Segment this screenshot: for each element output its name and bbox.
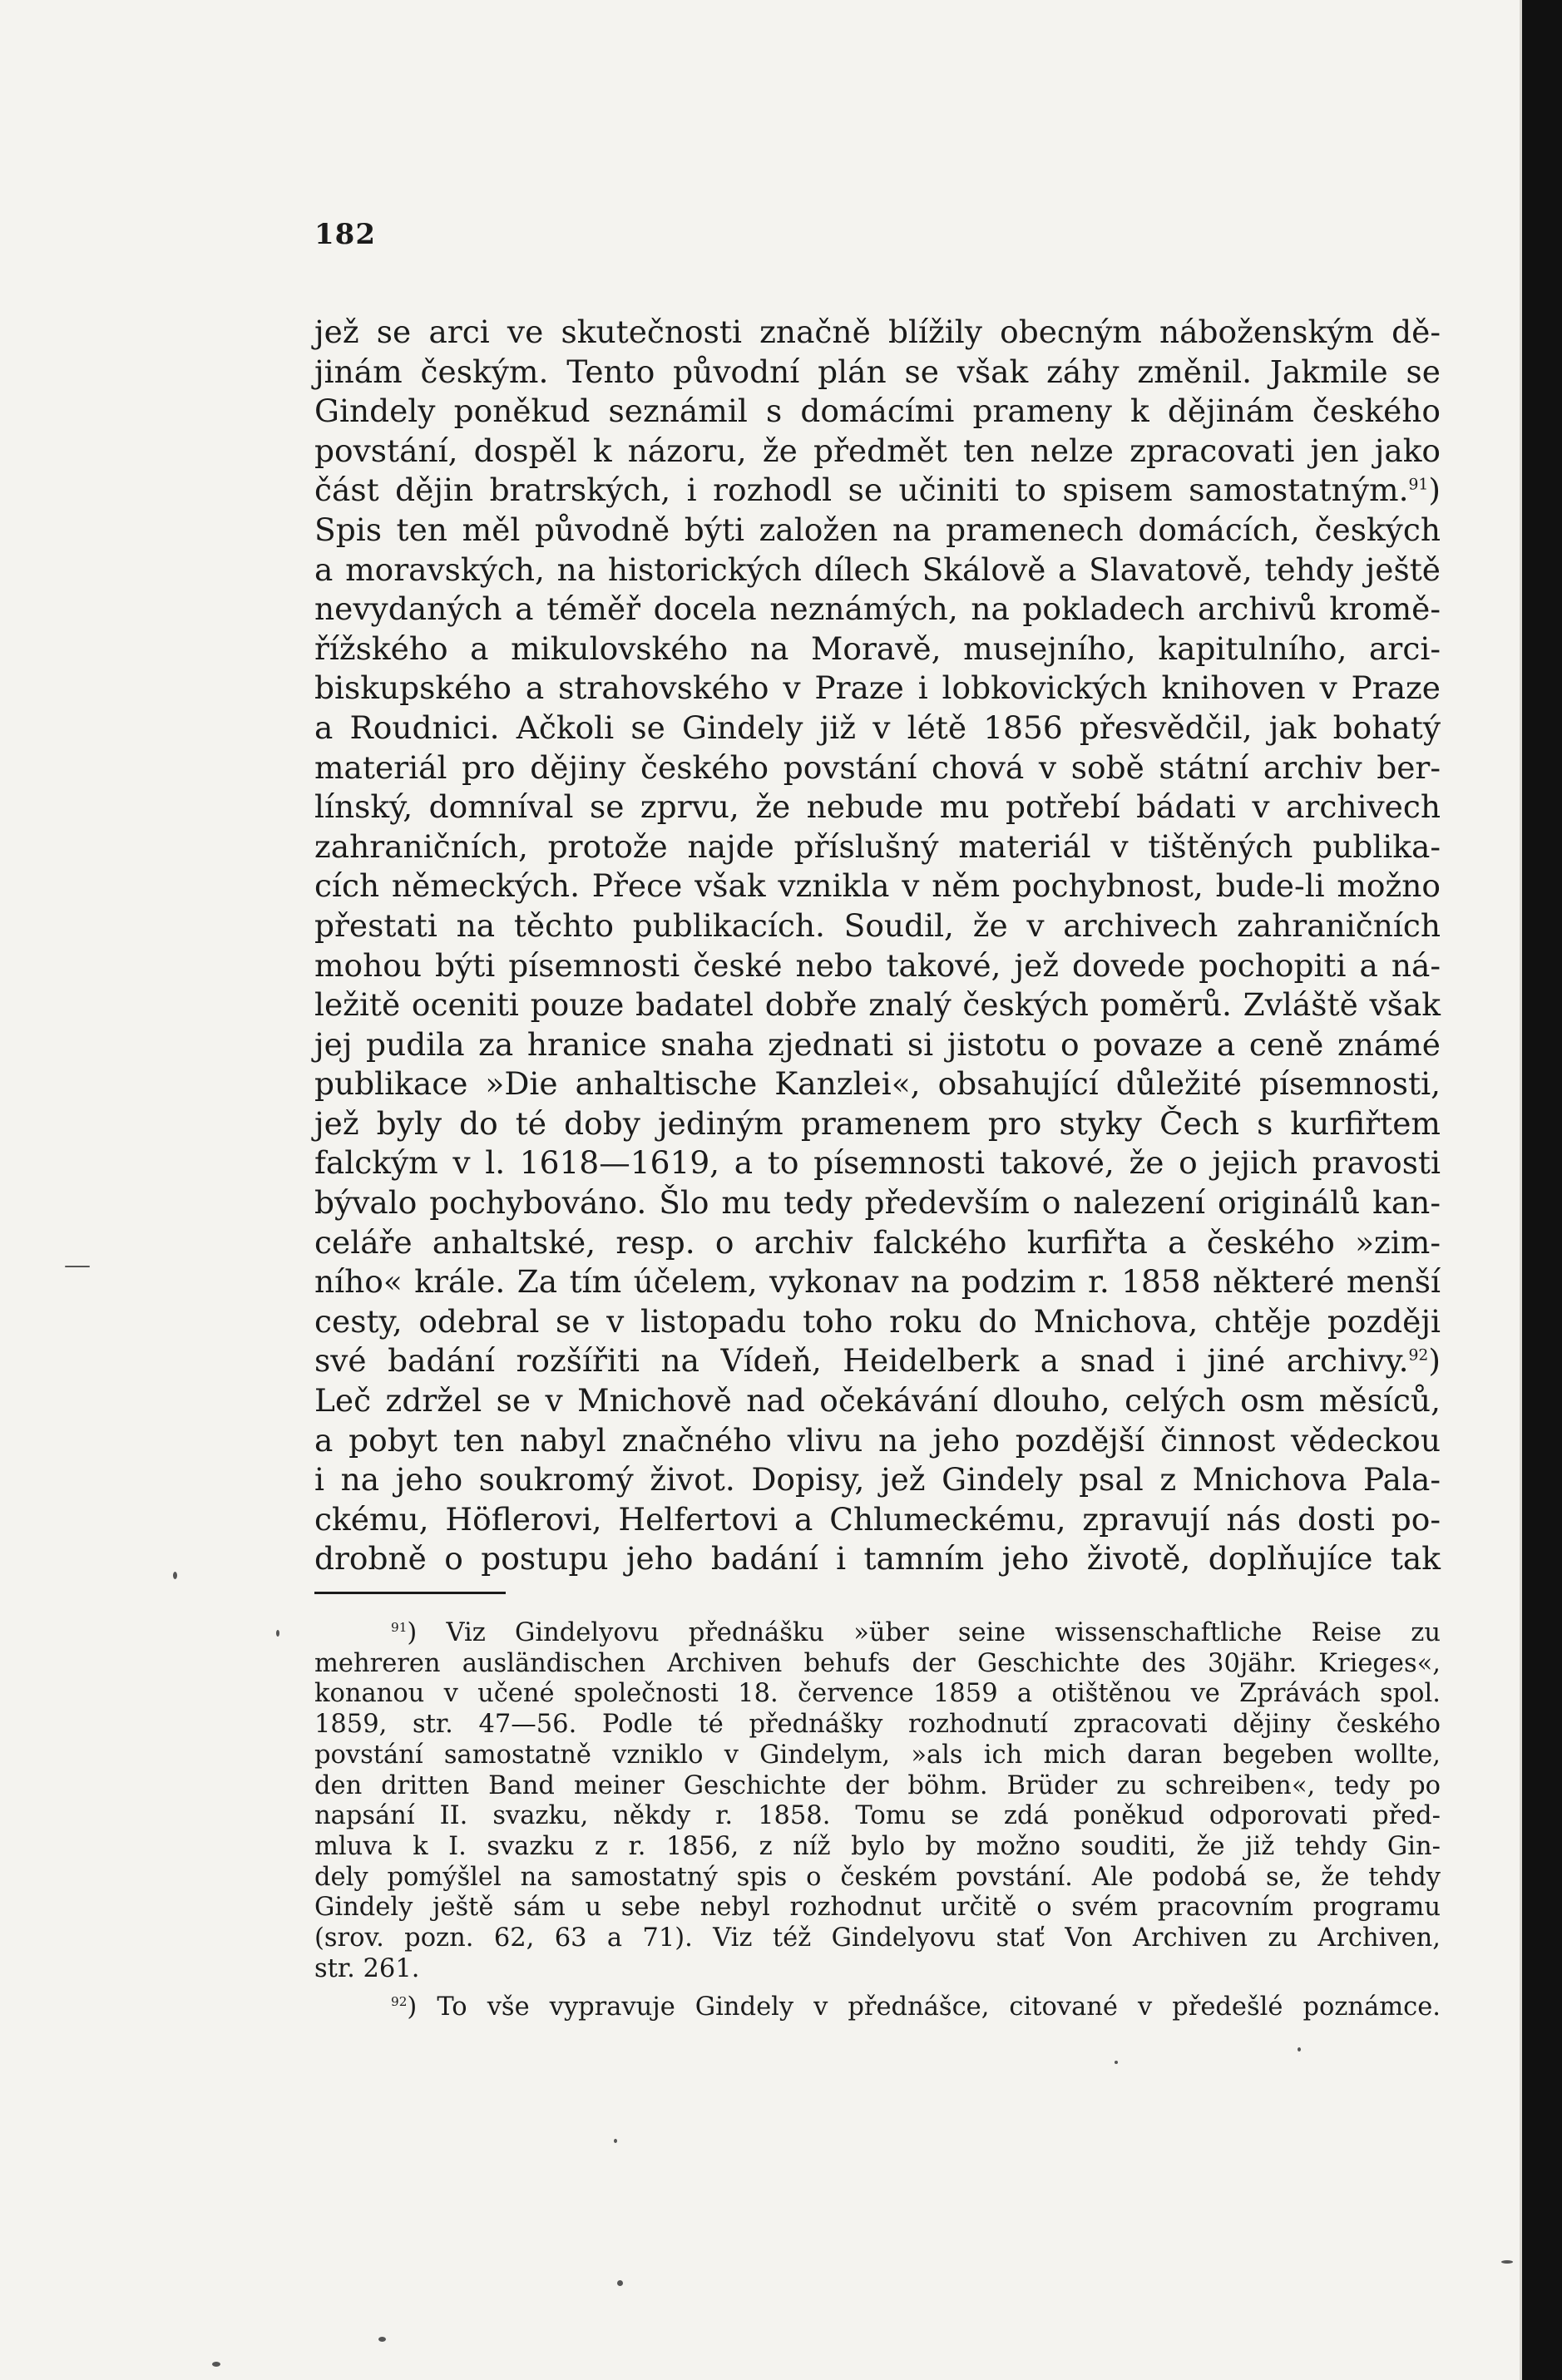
text-line: ležitě oceniti pouze badatel dobře znalý českých poměrů. Zvláště však: [314, 986, 1441, 1024]
text-line: zahraničních, protože najde příslušný materiál v tištěných publika-: [314, 827, 1441, 865]
text-line: povstání, dospěl k názoru, že předmět ten nelze zpracovati jen jako: [314, 432, 1441, 469]
text-line: Gindely poněkud seznámil s domácími prameny k dějinám českého: [314, 393, 1441, 430]
page-number: 182: [314, 218, 376, 251]
text-line: celáře anhaltské, resp. o archiv falckého kurfiřta a českého »zim-: [314, 1223, 1441, 1261]
footnote-line: konanou v učené společnosti 18. července 1859 a otištěnou ve Zprávách spol.: [314, 1679, 1441, 1709]
text-line: a Roudnici. Ačkoli se Gindely již v létě 1856 přesvědčil, jak bohatý: [314, 709, 1441, 746]
text-line: bývalo pochybováno. Šlo mu tedy především o nalezení originálů kan-: [314, 1184, 1441, 1222]
text-line: cích německých. Přece však vznikla v něm pochybnost, bude-li možno: [314, 867, 1441, 905]
footnote-line: str. 261.: [314, 1953, 420, 1983]
footnote-marker: 92: [391, 1994, 408, 2010]
footnote-divider: [314, 1592, 506, 1594]
scan-speck: [614, 2139, 617, 2143]
scan-speck: [617, 2280, 623, 2286]
footnote-91: [314, 1618, 1441, 1984]
footnote-ref-paren: ): [1428, 1342, 1441, 1380]
text-line: i na jeho soukromý život. Dopisy, jež Gindely psal z Mnichova Pala-: [314, 1461, 1441, 1499]
scan-edge: [1522, 0, 1562, 2380]
text-line: jinám českým. Tento původní plán se však záhy změnil. Jakmile se: [314, 353, 1441, 390]
text-line: falckým v l. 1618—1619, a to písemnosti takové, že o jejich pravosti: [314, 1144, 1441, 1182]
footnote-line: napsání II. svazku, někdy r. 1858. Tomu se zdá poněkud odporovati před-: [314, 1801, 1441, 1831]
scan-speck: [173, 1572, 177, 1579]
scan-speck: [212, 2362, 220, 2367]
footnote-line: 1859, str. 47—56. Podle té přednášky rozhodnutí zpracovati dějiny českého: [314, 1710, 1441, 1740]
text-line: ního« krále. Za tím účelem, vykonav na podzim r. 1858 některé menší: [314, 1263, 1441, 1301]
main-text: [314, 313, 1441, 1579]
text-line: a pobyt ten nabyl značného vlivu na jeho pozdější činnost vědeckou: [314, 1421, 1441, 1459]
footnote-ref-92: 92: [1408, 1346, 1429, 1365]
text-line-segment: své badání rozšířiti na Vídeň, Heidelberk a snad i jiné archivy.: [314, 1342, 1409, 1380]
text-line-with-note-ref: [314, 1341, 1441, 1381]
text-line: línský, domníval se zprvu, že nebude mu potřebí bádati v archivech: [314, 788, 1441, 826]
text-line: Spis ten měl původně býti založen na pramenech domácích, českých: [314, 511, 1441, 548]
scan-speck: [276, 1630, 279, 1637]
text-line: publikace »Die anhaltische Kanzlei«, obsahující důležité písemnosti,: [314, 1065, 1441, 1103]
footnote-line: [314, 1992, 1441, 2023]
text-line: a moravských, na historických dílech Skálově a Slavatově, tehdy ještě: [314, 551, 1441, 588]
text-line: materiál pro dějiny českého povstání chová v sobě státní archiv ber-: [314, 748, 1441, 786]
text-line-segment: část dějin bratrských, i rozhodl se učiniti to spisem samostatným.: [314, 472, 1409, 509]
footnote-line: mehreren ausländischen Archiven behufs der Geschichte des 30jähr. Krieges«,: [314, 1648, 1441, 1678]
text-line: Leč zdržel se v Mnichově nad očekávání dlouho, celých osm měsíců,: [314, 1382, 1441, 1420]
scan-speck: [65, 1266, 90, 1267]
footnote-line: (srov. pozn. 62, 63 a 71). Viz též Gindelyovu stať Von Archiven zu Archiven,: [314, 1923, 1441, 1953]
text-line: jež byly do té doby jediným pramenem pro styky Čech s kurfiřtem: [314, 1104, 1441, 1142]
scan-speck: [1115, 2061, 1118, 2064]
scan-speck: [1298, 2047, 1301, 2052]
footnote-line-segment: ) To vše vypravuje Gindely v přednášce, citované v předešlé poznámce.: [407, 1992, 1441, 2022]
footnote-marker: 91: [391, 1619, 408, 1635]
text-line: biskupského a strahovského v Praze i lobkovických knihoven v Praze: [314, 669, 1441, 707]
footnote-92: [314, 1992, 1441, 2023]
text-line: cesty, odebral se v listopadu toho roku do Mnichova, chtěje později: [314, 1302, 1441, 1340]
footnotes: [314, 1618, 1441, 2023]
text-line: drobně o postupu jeho badání i tamním jeho životě, doplňujíce tak: [314, 1540, 1441, 1578]
footnote-line: dely pomýšlel na samostatný spis o českém povstání. Ale podobá se, že tehdy: [314, 1862, 1441, 1892]
footnote-line: povstání samostatně vzniklo v Gindelym, »als ich mich daran begeben wollte,: [314, 1740, 1441, 1770]
text-line: přestati na těchto publikacích. Soudil, že v archivech zahraničních: [314, 906, 1441, 944]
footnote-ref-91: 91: [1408, 476, 1429, 494]
text-line: jej pudila za hranice snaha zjednati si jistotu o povaze a ceně známé: [314, 1025, 1441, 1063]
footnote-line: [314, 1618, 1441, 1649]
scan-speck: [378, 2337, 386, 2342]
footnote-line: Gindely ještě sám u sebe nebyl rozhodnut určitě o svém pracovním programu: [314, 1893, 1441, 1923]
footnote-line: mluva k I. svazku z r. 1856, z níž bylo by možno souditi, že již tehdy Gin-: [314, 1831, 1441, 1861]
text-line: ckému, Höflerovi, Helfertovi a Chlumeckému, zpravují nás dosti po-: [314, 1500, 1441, 1538]
text-line: nevydaných a téměř docela neznámých, na pokladech archivů kromě-: [314, 590, 1441, 628]
text-line: mohou býti písemnosti české nebo takové, jež dovede pochopiti a ná-: [314, 946, 1441, 984]
scan-speck: [1501, 2260, 1513, 2264]
text-line-with-note-ref: [314, 471, 1441, 511]
text-line: řížského a mikulovského na Moravě, musejního, kapitulního, arci-: [314, 630, 1441, 667]
footnote-ref-paren: ): [1428, 472, 1441, 509]
footnote-line-segment: ) Viz Gindelyovu přednášku »über seine wissenschaftliche Reise zu: [407, 1618, 1441, 1647]
text-line: jež se arci ve skutečnosti značně blížily obecným náboženským dě-: [314, 314, 1441, 350]
footnote-line: den dritten Band meiner Geschichte der böhm. Brüder zu schreiben«, tedy po: [314, 1770, 1441, 1800]
